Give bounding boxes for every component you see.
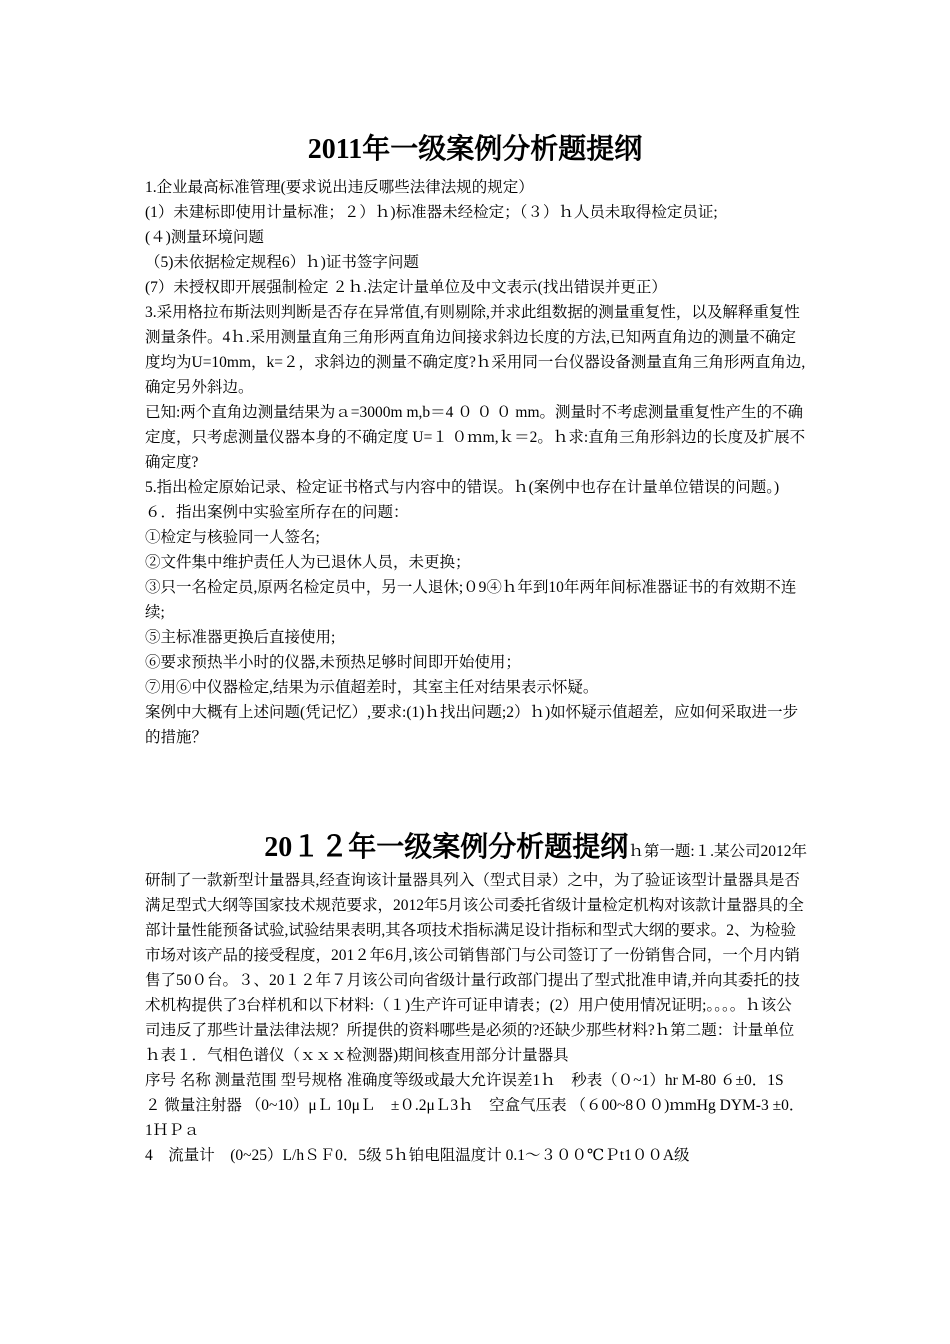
paragraph: 1.企业最高标准管理(要求说出违反哪些法律法规的规定） [145,179,534,196]
paragraph: ⑥要求预热半小时的仪器,未预热足够时间即开始使用； [145,654,521,671]
paragraph: (7）未授权即开展强制检定 ２ｈ.法定计量单位及中文表示(找出错误并更正） [145,279,667,296]
section1-title: 2011年一级案例分析题提纲 [307,134,643,165]
paragraph: ６．指出案例中实验室所存在的问题： [145,504,409,521]
paragraph: (1）未建标即使用计量标准；２）ｈ)标准器未经检定；（３）ｈ人员未取得检定员证; [145,204,718,221]
section1-body [145,175,807,750]
paragraph: 序号 名称 测量范围 型号规格 准确度等级或最大允许误差1ｈ 秒表（０~1）hr M-80 ６±0．1S [145,1072,784,1089]
paragraph: ②文件集中维护责任人为已退休人员，未更换； [145,554,471,571]
paragraph: 5.指出检定原始记录、检定证书格式与内容中的错误。ｈ(案例中也存在计量单位错误的问题。) [145,479,780,496]
paragraph: (４)测量环境问题 [145,229,264,246]
paragraph: 研制了一款新型计量器具,经查询该计量器具列入（型式目录）之中，为了验证该型计量器具是否满足型式大纲等国家技术规范要求，2012年5月该公司委托省级计量检定机构对该款计量器具的全部计量性能预备试验,试验结果表明,其各项技术指标满足设计指标和型式大纲的要求。2、为检验市场对该产品的接受程度，201２年6月,该公司销售部门与公司签订了一份销售合同，一个月内销售了50０台。３、20１２年７月该公司向省级计量行政部门提出了型式批准申请,并向其委托的技术机构提供了3台样机和以下材料:（１)生产许可证申请表；(2）用户使用情况证明;。。。。ｈ该公司违反了那些计量法律法规？所提供的资料哪些是必须的?还缺少那些材料?ｈ第二题：计量单位ｈ表１．气相色谱仪（ｘｘｘ检测器)期间核查用部分计量器具 [145,872,804,1064]
section2-title-line [145,828,807,872]
paragraph: ①检定与核验同一人签名; [145,529,320,546]
paragraph: （5)未依据检定规程6）ｈ)证书签字问题 [145,254,419,271]
section2-title: 20１２年一级案例分析题提纲 [264,832,629,863]
paragraph: 3.采用格拉布斯法则判断是否存在异常值,有则剔除,并求此组数据的测量重复性，以及解释重复性测量条件。4ｈ.采用测量直角三角形两直角边间接求斜边长度的方法,已知两直角边的测量不确定度均为U=10mm，k=２，求斜边的测量不确定度?ｈ采用同一台仪器设备测量直角三角形两直角边,确定另外斜边。 [145,304,806,396]
paragraph: ⑦用⑥中仪器检定,结果为示值超差时，其室主任对结果表示怀疑。 [145,679,599,696]
paragraph: ２ 微量注射器 （0~10）μＬ 10μＬ ±０.2μＬ3ｈ 空盒气压表 （６00~8００)ｍmHg DYM-3 ±0．1ＨＰａ [145,1097,805,1139]
paragraph: 案例中大概有上述问题(凭记忆）,要求:(1)ｈ找出问题;2）ｈ)如怀疑示值超差，应如何采取进一步的措施？ [145,704,799,746]
paragraph: 4 流量计 (0~25）L/hＳＦ0．5级 5ｈ铂电阻温度计 0.1～３００℃Ｐt1００A级 [145,1147,690,1164]
paragraph: 已知:两个直角边测量结果为ａ=3000m m,b＝4 ０ ０ ０ mm。测量时不考虑测量重复性产生的不确定度，只考虑测量仪器本身的不确定度 U=１ ０ｍm,ｋ＝2。ｈ求:直角三角形斜边的长度及扩展不确定度? [145,404,806,471]
paragraph: ③只一名检定员,原两名检定员中，另一人退休;０9④ｈ年到10年两年间标准器证书的有效期不连续; [145,579,797,621]
section2-body [145,868,807,1168]
section2-title-tail: ｈ第一题:１.某公司2012年 [628,843,807,860]
paragraph: ⑤主标准器更换后直接使用; [145,629,336,646]
